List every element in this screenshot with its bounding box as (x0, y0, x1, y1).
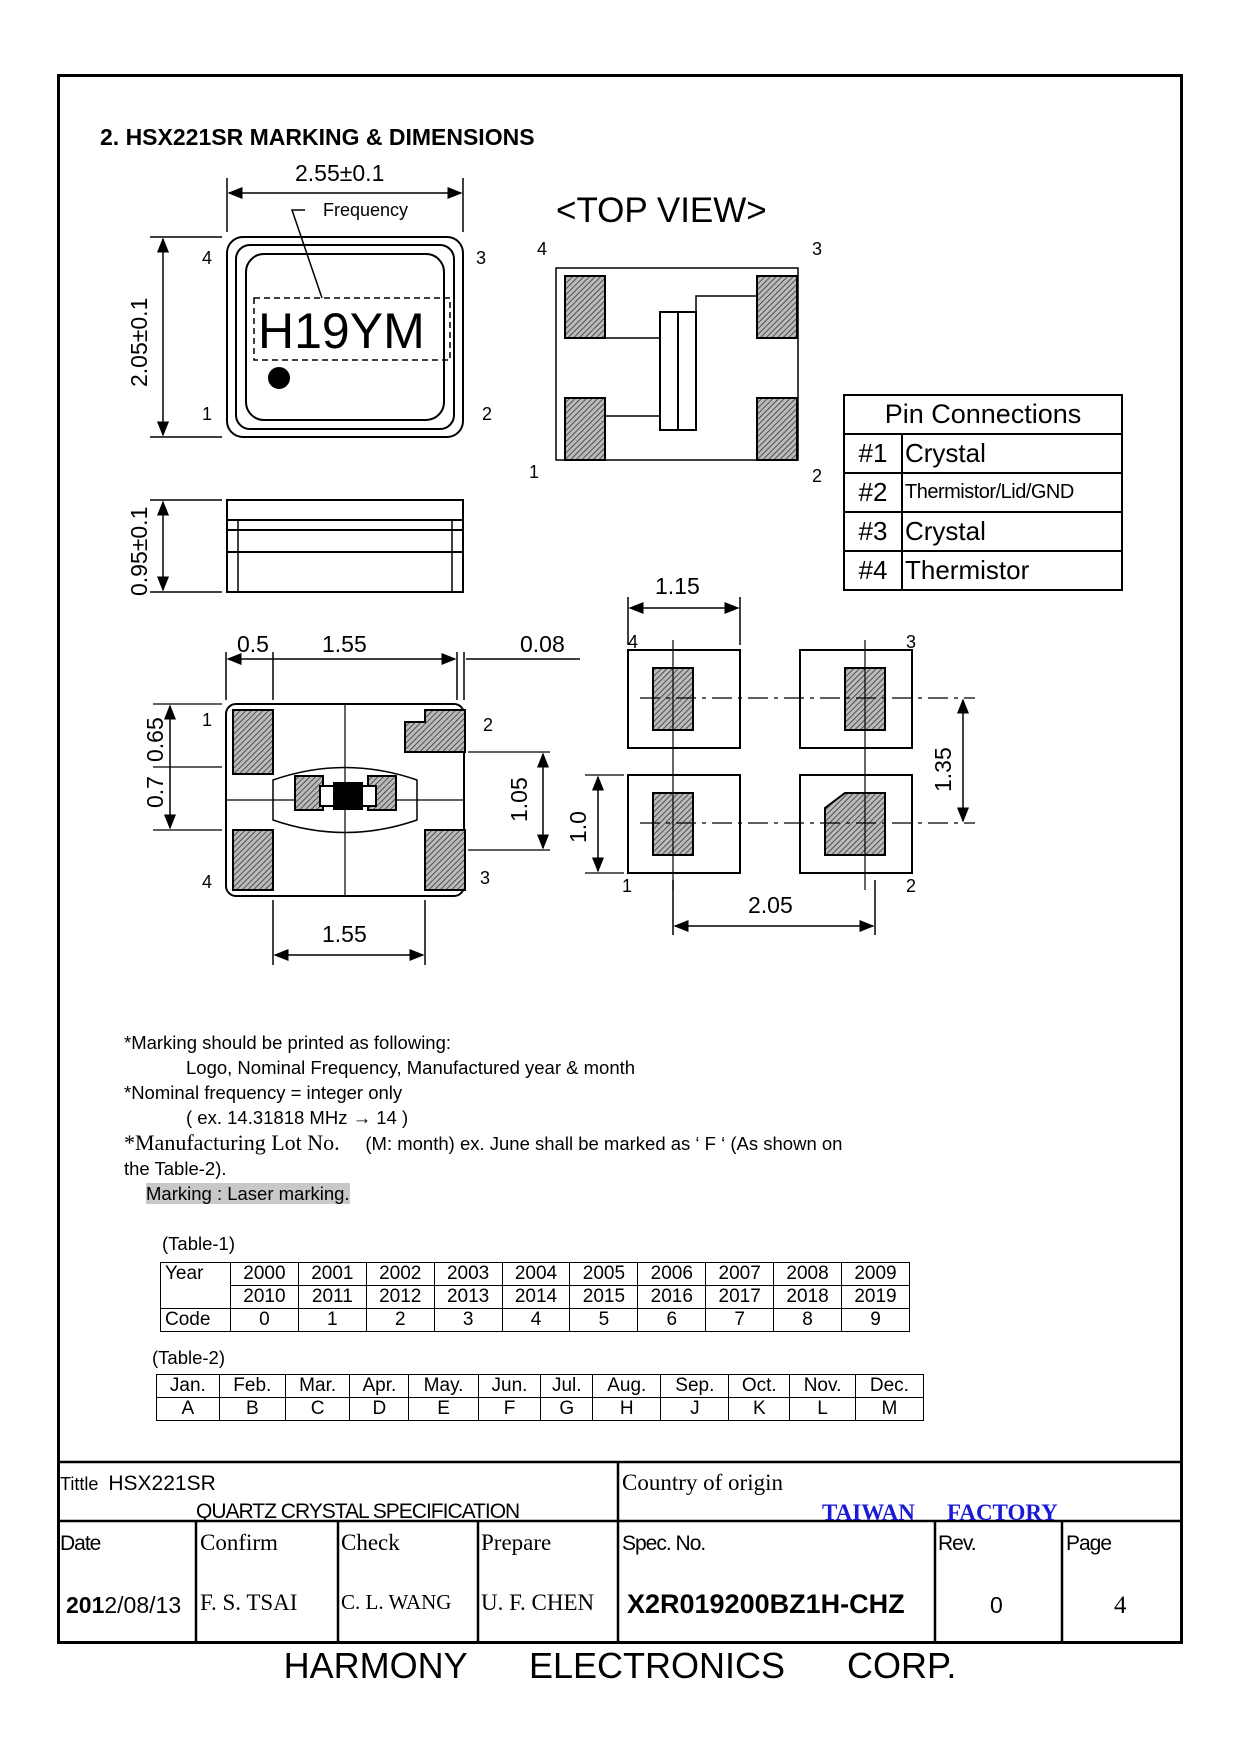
table-row: Year 2000 2001 2002 2003 2004 2005 2006 2007 2008 2009 (161, 1263, 910, 1286)
dim-2-05: 2.05 (748, 892, 793, 918)
land-pattern-drawing (585, 597, 975, 935)
table-row: #4 Thermistor (844, 551, 1122, 590)
year-code-table (160, 1262, 910, 1332)
page-value: 4 (1114, 1592, 1127, 1619)
table-row: 2010 2011 2012 2013 2014 2015 2016 2017 2018 2019 (161, 1286, 910, 1309)
prepare-value: U. F. CHEN (481, 1590, 595, 1615)
spec-no-label: Spec. No. (622, 1532, 706, 1555)
top-view-drawing (556, 268, 798, 460)
dim-height-label: 2.05±0.1 (126, 297, 152, 387)
title-label: Tittle HSX221SR (60, 1472, 216, 1495)
pin-connections-table (843, 394, 1123, 591)
lp-pin-4: 4 (628, 632, 639, 652)
dim-1-55-bottom: 1.55 (322, 921, 367, 947)
frequency-label: Frequency (323, 200, 409, 220)
dim-width-label: 2.55±0.1 (295, 160, 385, 186)
tv-pin-3: 3 (812, 239, 823, 259)
table-row: #1 Crystal (844, 434, 1122, 473)
check-value: C. L. WANG (341, 1590, 452, 1614)
confirm-label: Confirm (200, 1530, 278, 1555)
prepare-label: Prepare (481, 1530, 552, 1555)
country-value-taiwan: TAIWAN (822, 1500, 915, 1525)
company-footer: HARMONY ELECTRONICS CORP. (283, 1645, 957, 1686)
pin-connections-header: Pin Connections (844, 395, 1122, 434)
section-title: 2. HSX221SR MARKING & DIMENSIONS (100, 124, 535, 150)
bv-pin-4: 4 (202, 872, 213, 892)
dim-1-35: 1.35 (930, 747, 956, 792)
lp-pin-3: 3 (906, 632, 917, 652)
spec-subtitle: QUARTZ CRYSTAL SPECIFICATION (196, 1500, 520, 1523)
pin-label-1: 1 (202, 404, 213, 424)
lp-pin-1: 1 (622, 876, 633, 896)
confirm-value: F. S. TSAI (200, 1590, 298, 1615)
country-label: Country of origin (622, 1470, 783, 1495)
table-row: #2 Thermistor/Lid/GND (844, 473, 1122, 512)
country-value-factory: FACTORY (947, 1500, 1058, 1525)
spec-no-value: X2R019200BZ1H-CHZ (627, 1589, 905, 1619)
month-code-table (156, 1374, 924, 1421)
marking-notes: *Marking should be printed as following: Logo, Nominal Frequency, Manufactured year & month *Nominal frequency = integer only ( ex. 14.31818 MHz → 14 ) *Manufacturing Lot No. (M: month) ex. June shall be marked as ‘ F ‘ (As shown on the Table-2). Marking : Laser marking. (124, 1032, 843, 1204)
marking-text: H19YM (258, 303, 425, 359)
table-row: Code 0 1 2 3 4 5 6 7 8 9 (161, 1309, 910, 1332)
tv-pin-2: 2 (812, 466, 823, 486)
check-label: Check (341, 1530, 400, 1555)
dim-1-05: 1.05 (506, 777, 532, 822)
tv-pin-1: 1 (529, 462, 540, 482)
bv-pin-1: 1 (202, 710, 213, 730)
table1-caption: (Table-1) (162, 1233, 235, 1254)
bv-pin-2: 2 (483, 715, 494, 735)
dim-0-08: 0.08 (520, 631, 565, 657)
rev-value: 0 (990, 1592, 1003, 1618)
dim-1-0: 1.0 (565, 811, 591, 843)
dim-0-7: 0.7 (142, 776, 168, 808)
top-view-label: <TOP VIEW> (556, 191, 767, 230)
pin-label-2: 2 (482, 404, 493, 424)
dim-1-15: 1.15 (655, 573, 700, 599)
page-label: Page (1066, 1532, 1112, 1555)
table-row: Jan. Feb. Mar. Apr. May. Jun. Jul. Aug. Sep. Oct. Nov. Dec. (157, 1375, 924, 1398)
bv-pin-3: 3 (480, 868, 491, 888)
date-label: Date (60, 1532, 101, 1555)
date-value: 2012/08/13 (66, 1592, 182, 1618)
table2-caption: (Table-2) (152, 1347, 225, 1368)
dim-0-65: 0.65 (142, 717, 168, 762)
rev-label: Rev. (938, 1532, 976, 1555)
tv-pin-4: 4 (537, 239, 548, 259)
dim-1-55-top: 1.55 (322, 631, 367, 657)
table-row: A B C D E F G H J K L M (157, 1398, 924, 1421)
dim-thickness-label: 0.95±0.1 (126, 506, 152, 596)
table-row: #3 Crystal (844, 512, 1122, 551)
pin-label-3: 3 (476, 248, 487, 268)
dim-0-5: 0.5 (237, 631, 269, 657)
pin-label-4: 4 (202, 248, 213, 268)
package-side-view (150, 500, 463, 592)
lp-pin-2: 2 (906, 876, 917, 896)
